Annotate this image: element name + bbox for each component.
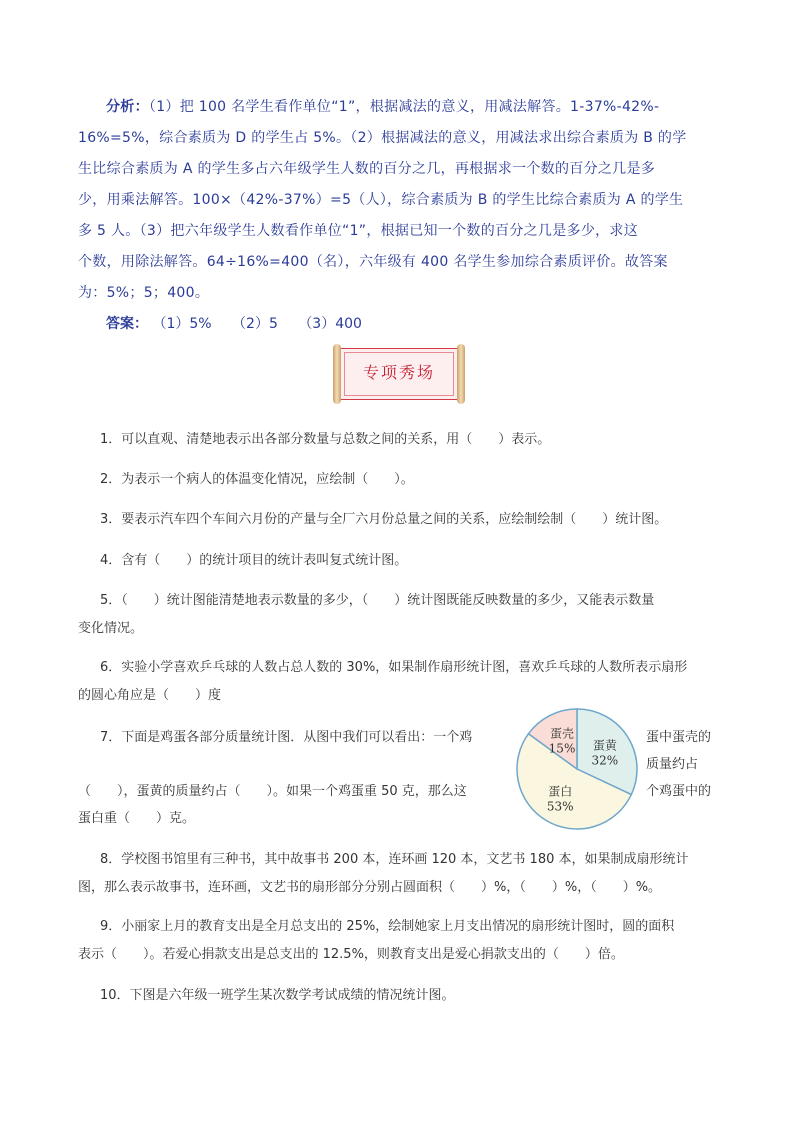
question-9: 9．小丽家上月的教育支出是全月总支出的 25%，绘制她家上月支出情况的扇形统计图时，圆的面积 表示（ ）。若爱心捐款支出是总支出的 12.5%，则教育支出是爱心捐款支出的（ ）倍。 bbox=[78, 919, 675, 962]
question-8: 8．学校图书馆里有三种书，其中故事书 200 本，连环画 120 本，文艺书 180 本，如果制成扇形统计 图，那么表示故事书，连环画，文艺书的扇形部分分别占圆面积（ ）%，（ ）%，（ ）%。 bbox=[78, 852, 689, 895]
egg-pie-chart bbox=[514, 706, 640, 832]
answer-label: 答案： bbox=[106, 316, 148, 332]
analysis-line: 生比综合素质为 A 的学生多占六年级学生人数的百分之几，再根据求一个数的百分之几是多 bbox=[78, 161, 656, 177]
answer-line bbox=[106, 312, 362, 336]
analysis-line: 分析：（1）把 100 名学生看作单位“1”，根据减法的意义，用减法解答。1-37%-42%- bbox=[106, 99, 660, 115]
question-7-line: 个鸡蛋中的 bbox=[646, 784, 712, 799]
question-1: 1．可以直观、清楚地表示出各部分数量与总数之间的关系，用（ ）表示。 bbox=[100, 432, 551, 447]
pie-label: 蛋黄 bbox=[592, 738, 617, 753]
banner-title: 专项秀场 bbox=[362, 363, 435, 382]
analysis-line: 16%=5%，综合素质为 D 的学生占 5%。（2）根据减法的意义，用减法求出综合素质为 B 的学 bbox=[78, 130, 687, 146]
question-7-line: 7．下面是鸡蛋各部分质量统计图．从图中我们可以看出：一个鸡 bbox=[100, 730, 473, 745]
analysis-line: 少，用乘法解答。100×（42%-37%）=5（人），综合素质为 B 的学生比综合素质为 A 的学生 bbox=[78, 192, 684, 208]
question-3: 3．要表示汽车四个车间六月份的产量与全厂六月份总量之间的关系，应绘制绘制（ ）统计图。 bbox=[100, 512, 668, 527]
question-10: 10．下图是六年级一班学生某次数学考试成绩的情况统计图。 bbox=[100, 988, 455, 1003]
answer-part: （1）5% bbox=[152, 316, 212, 332]
section-banner bbox=[333, 344, 465, 404]
question-6: 6．实验小学喜欢乒乓球的人数占总人数的 30%，如果制作扇形统计图，喜欢乒乓球的人数所表示扇形 的圆心角应是（ ）度 bbox=[78, 660, 688, 703]
analysis-label: 分析： bbox=[106, 99, 149, 115]
pie-value-label: 32% bbox=[591, 753, 619, 768]
pie-value-label: 15% bbox=[548, 741, 576, 756]
question-7-line: 蛋中蛋壳的 bbox=[646, 730, 712, 745]
question-5: 5．（ ）统计图能清楚地表示数量的多少，（ ）统计图既能反映数量的多少，又能表示数量 变化情况。 bbox=[78, 593, 655, 636]
analysis-paragraph bbox=[78, 92, 718, 309]
question-7-line: 蛋白重（ ）克。 bbox=[78, 811, 196, 826]
question-7-line: （ ），蛋黄的质量约占（ ）。如果一个鸡蛋重 50 克，那么这 bbox=[78, 784, 467, 799]
pie-value-label: 53% bbox=[546, 799, 574, 814]
question-7-line: 质量约占 bbox=[646, 757, 699, 772]
answer-part: （2）5 bbox=[232, 316, 278, 332]
question-4: 4．含有（ ）的统计项目的统计表叫复式统计图。 bbox=[100, 553, 408, 568]
analysis-line: 为：5%；5；400。 bbox=[78, 285, 210, 301]
pie-label: 蛋白 bbox=[548, 784, 573, 799]
analysis-line: 多 5 人。（3）把六年级学生人数看作单位“1”，根据已知一个数的百分之几是多少，求这 bbox=[78, 223, 639, 239]
question-2: 2．为表示一个病人的体温变化情况，应绘制（ ）。 bbox=[100, 472, 414, 487]
analysis-line: 个数，用除法解答。64÷16%=400（名），六年级有 400 名学生参加综合素质评价。故答案 bbox=[78, 254, 668, 270]
answer-part: （3）400 bbox=[298, 316, 362, 332]
pie-label: 蛋壳 bbox=[550, 726, 575, 741]
